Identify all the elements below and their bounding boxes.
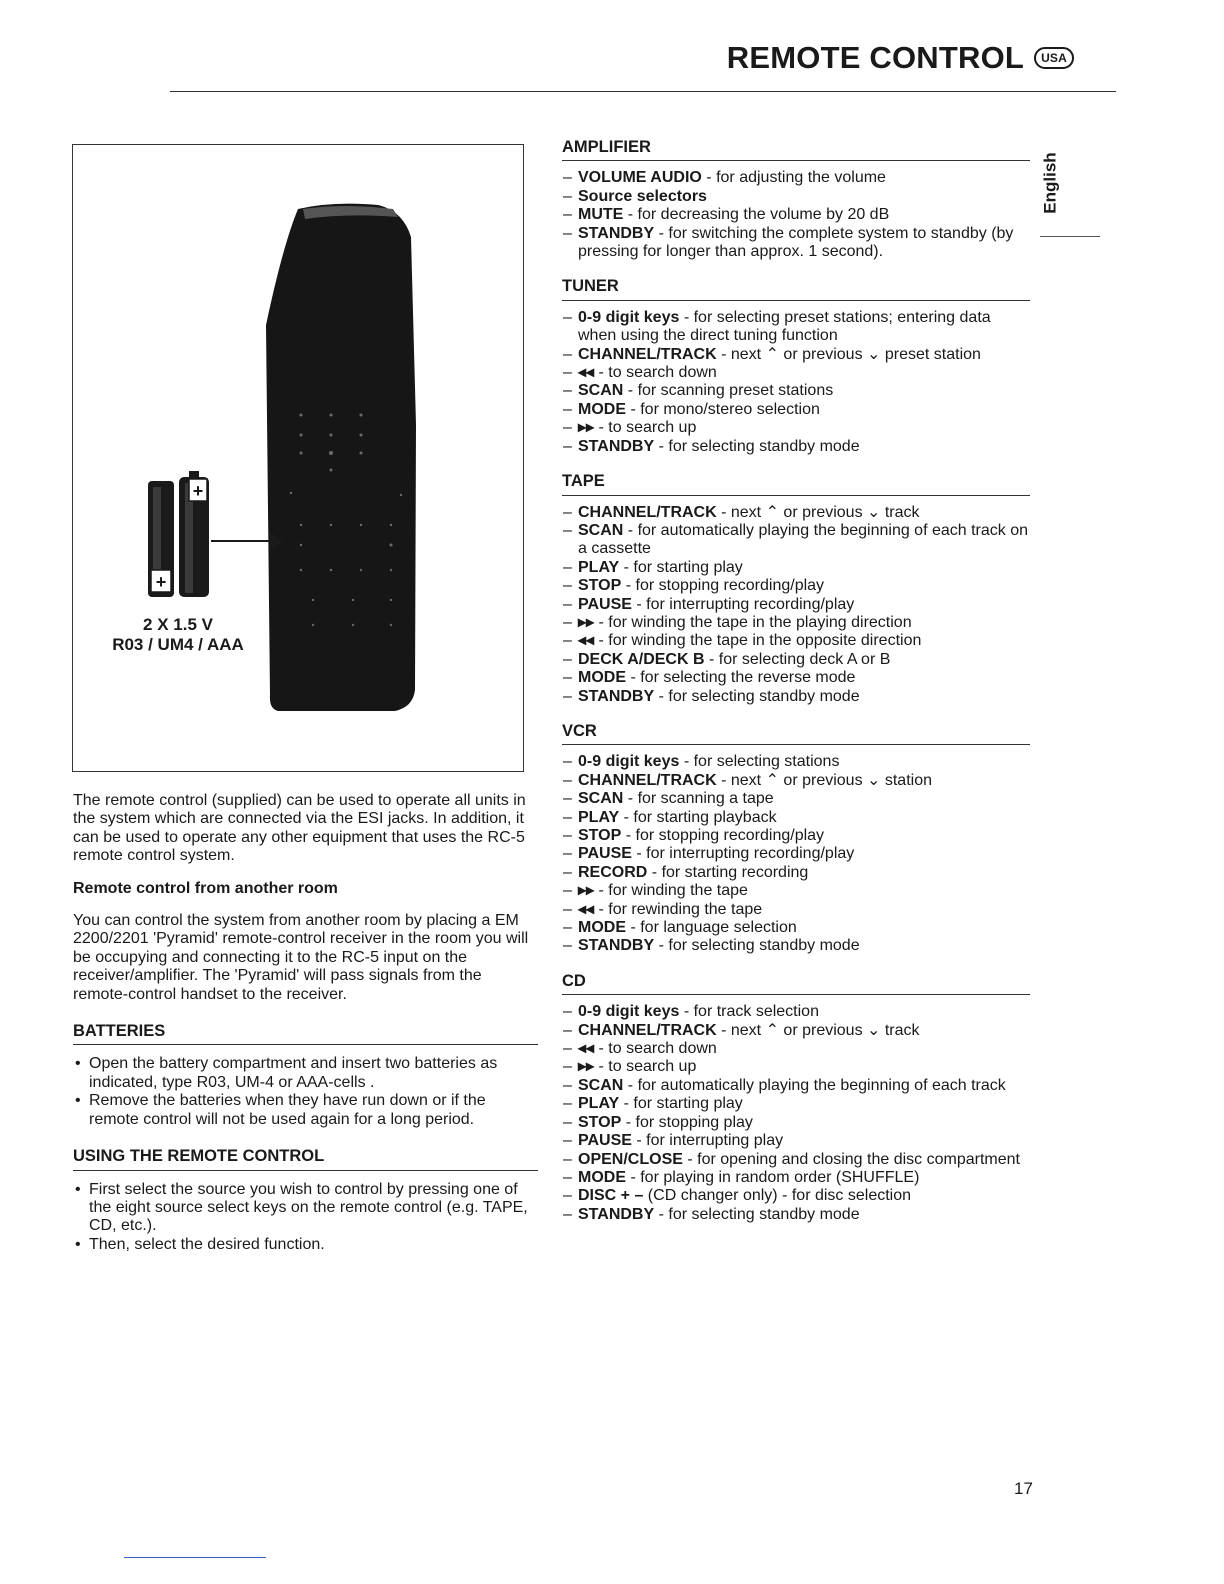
function-description: - for stopping recording/play xyxy=(621,577,825,595)
another-room-title: Remote control from another room xyxy=(73,879,338,897)
section-heading-cd: CD xyxy=(562,972,1030,995)
function-key: STANDBY xyxy=(578,224,655,242)
function-description: - for stopping recording/play xyxy=(621,827,825,844)
function-description: - next ⌃ or previous ⌄ preset station xyxy=(716,345,981,363)
right-column xyxy=(562,138,1030,1224)
function-description: - for automatically playing the beginning of each track xyxy=(623,1076,1006,1094)
list-item xyxy=(562,504,1030,522)
list-item xyxy=(562,522,1030,559)
list-item xyxy=(562,169,1030,187)
function-key: ◂◂ xyxy=(578,364,595,382)
function-key: ▸▸ xyxy=(578,419,595,437)
list-item xyxy=(562,827,1030,845)
list-item xyxy=(562,346,1030,364)
function-description: - for winding the tape in the opposite direction xyxy=(594,632,922,650)
function-description: - for adjusting the volume xyxy=(701,169,886,187)
function-key: ◂◂ xyxy=(578,632,595,650)
function-description: - for selecting standby mode xyxy=(654,437,860,455)
function-description: - for scanning a tape xyxy=(623,790,774,808)
list-item: • First select the source you wish to control by pressing one of the eight source select keys on the remote control (e.g. TAPE, CD, etc.). xyxy=(73,1181,538,1236)
list-item xyxy=(562,864,1030,882)
function-key: 0-9 digit keys xyxy=(578,753,680,771)
function-description: - to search down xyxy=(594,1040,717,1058)
function-description: - to search down xyxy=(594,364,717,382)
language-tab-label: English xyxy=(1041,152,1060,214)
section-heading-tape: TAPE xyxy=(562,472,1030,495)
batteries-list xyxy=(73,1055,538,1129)
list-item xyxy=(562,651,1030,669)
using-heading: USING THE REMOTE CONTROL xyxy=(73,1147,538,1170)
function-description: - for starting recording xyxy=(647,863,809,881)
function-description: - for selecting standby mode xyxy=(654,687,860,705)
function-description: - for starting play xyxy=(619,1095,743,1113)
function-key: CHANNEL/TRACK xyxy=(578,771,717,789)
function-key: Source selectors xyxy=(578,187,707,205)
function-description: - for scanning preset stations xyxy=(623,382,834,400)
function-description: - for interrupting recording/play xyxy=(631,595,855,613)
list-item xyxy=(562,1132,1030,1150)
function-key: MODE xyxy=(578,400,626,418)
function-description: - for switching the complete system to standby (by pressing for longer than approx. 1 second). xyxy=(578,224,1014,261)
function-description: - for selecting the reverse mode xyxy=(626,669,856,687)
svg-text:+: + xyxy=(155,572,167,592)
list-item xyxy=(562,688,1030,706)
remote-control-figure xyxy=(72,144,524,772)
function-key: PLAY xyxy=(578,558,620,576)
list-item xyxy=(562,309,1030,346)
list-item xyxy=(562,1058,1030,1076)
list-item xyxy=(562,1003,1030,1021)
function-key: STANDBY xyxy=(578,437,655,455)
list-item xyxy=(562,882,1030,900)
list-item xyxy=(562,753,1030,771)
function-key: MODE xyxy=(578,919,626,937)
function-description: - for selecting standby mode xyxy=(654,937,860,955)
page-number: 17 xyxy=(1014,1479,1033,1498)
list-item xyxy=(562,614,1030,632)
list-item xyxy=(562,364,1030,382)
function-key: DECK A/DECK B xyxy=(578,650,705,668)
list-item xyxy=(562,669,1030,687)
battery-left xyxy=(148,481,174,597)
list-item xyxy=(562,1151,1030,1169)
function-key: VOLUME AUDIO xyxy=(578,169,702,187)
function-description: - for winding the tape in the playing direction xyxy=(594,613,912,631)
battery-right xyxy=(179,471,209,597)
function-key: CHANNEL/TRACK xyxy=(578,1021,717,1039)
section-list-amplifier xyxy=(562,169,1030,261)
list-item xyxy=(562,401,1030,419)
function-description: - to search up xyxy=(594,1058,697,1076)
function-key: SCAN xyxy=(578,790,624,808)
function-description: - for starting playback xyxy=(619,808,777,826)
function-description: (CD changer only) - for disc selection xyxy=(643,1187,912,1205)
function-description: - for selecting preset stations; entering data when using the direct tuning function xyxy=(578,308,991,345)
remote-control-body xyxy=(266,204,416,711)
list-item xyxy=(562,1187,1030,1205)
list-item xyxy=(562,188,1030,206)
list-item xyxy=(562,1169,1030,1187)
function-key: PLAY xyxy=(578,808,620,826)
function-description: - next ⌃ or previous ⌄ track xyxy=(716,1021,920,1039)
function-description: - for language selection xyxy=(626,919,797,937)
battery-caption-line2: R03 / UM4 / AAA xyxy=(112,635,244,654)
list-item xyxy=(562,1206,1030,1224)
page-title-text: REMOTE CONTROL xyxy=(726,40,1025,75)
function-description: - for interrupting play xyxy=(631,1132,784,1150)
function-key: CHANNEL/TRACK xyxy=(578,503,717,521)
function-key: DISC + – xyxy=(578,1187,644,1205)
function-key: ▸▸ xyxy=(578,1058,595,1076)
list-item xyxy=(562,937,1030,955)
function-key: SCAN xyxy=(578,382,624,400)
batteries-heading: BATTERIES xyxy=(73,1022,538,1045)
list-item xyxy=(562,632,1030,650)
list-item xyxy=(562,919,1030,937)
function-key: STANDBY xyxy=(578,1205,655,1223)
function-key: MODE xyxy=(578,669,626,687)
function-description: - for interrupting recording/play xyxy=(631,845,855,863)
using-list xyxy=(73,1181,538,1255)
section-heading-amplifier: AMPLIFIER xyxy=(562,138,1030,161)
list-item xyxy=(562,382,1030,400)
section-list-cd xyxy=(562,1003,1030,1224)
function-description: - next ⌃ or previous ⌄ station xyxy=(716,771,932,789)
function-key: 0-9 digit keys xyxy=(578,308,680,326)
list-item xyxy=(562,206,1030,224)
list-item xyxy=(562,1040,1030,1058)
function-description: - for track selection xyxy=(679,1003,819,1021)
function-key: PAUSE xyxy=(578,1132,632,1150)
function-description: - for automatically playing the beginning of each track on a cassette xyxy=(578,521,1029,558)
function-description: - for selecting deck A or B xyxy=(704,650,891,668)
function-key: PAUSE xyxy=(578,595,632,613)
list-item xyxy=(562,772,1030,790)
list-item xyxy=(562,559,1030,577)
svg-text:+: + xyxy=(192,481,204,501)
list-item xyxy=(562,1095,1030,1113)
function-key: STANDBY xyxy=(578,937,655,955)
function-description: - to search up xyxy=(594,419,697,437)
function-key: ▸▸ xyxy=(578,613,595,631)
function-description: - for winding the tape xyxy=(594,882,748,900)
function-key: MUTE xyxy=(578,206,624,224)
function-key: ◂◂ xyxy=(578,1040,595,1058)
list-item xyxy=(562,845,1030,863)
function-description: - for decreasing the volume by 20 dB xyxy=(623,206,890,224)
list-item xyxy=(562,225,1030,262)
function-description: - for opening and closing the disc compartment xyxy=(682,1150,1020,1168)
function-description: - for starting play xyxy=(619,558,743,576)
function-key: STANDBY xyxy=(578,687,655,705)
list-item xyxy=(562,901,1030,919)
left-column xyxy=(73,792,538,1254)
function-key: STOP xyxy=(578,1113,622,1131)
section-list-tuner xyxy=(562,309,1030,456)
list-item xyxy=(562,438,1030,456)
list-item: • Then, select the desired function. xyxy=(73,1236,538,1254)
function-key: ▸▸ xyxy=(578,882,595,900)
remote-control-illustration xyxy=(73,145,523,771)
function-key: CHANNEL/TRACK xyxy=(578,345,717,363)
function-description: - for mono/stereo selection xyxy=(626,400,820,418)
function-description: - for selecting stations xyxy=(679,753,840,771)
footer-rule xyxy=(124,1557,266,1558)
list-item xyxy=(562,1077,1030,1095)
function-key: PLAY xyxy=(578,1095,620,1113)
function-key: SCAN xyxy=(578,521,624,539)
function-key: STOP xyxy=(578,577,622,595)
list-item: • Open the battery compartment and insert two batteries as indicated, type R03, UM-4 or AAA-cells . xyxy=(73,1055,538,1092)
usa-badge: USA xyxy=(1034,47,1074,69)
section-list-tape xyxy=(562,504,1030,706)
insert-arrow xyxy=(211,531,283,551)
function-description: - next ⌃ or previous ⌄ track xyxy=(716,503,920,521)
section-list-vcr xyxy=(562,753,1030,955)
list-item xyxy=(562,577,1030,595)
list-item xyxy=(562,1022,1030,1040)
battery-caption xyxy=(103,615,253,655)
page-title xyxy=(727,40,1074,76)
function-description: - for rewinding the tape xyxy=(594,900,763,918)
list-item: • Remove the batteries when they have run down or if the remote control will not be used again for a long period. xyxy=(73,1092,538,1129)
function-key: 0-9 digit keys xyxy=(578,1003,680,1021)
function-key: SCAN xyxy=(578,1076,624,1094)
function-description: - for playing in random order (SHUFFLE) xyxy=(626,1168,920,1186)
function-key: ◂◂ xyxy=(578,900,595,918)
language-tab-rule xyxy=(1040,236,1100,237)
intro-paragraph: The remote control (supplied) can be used to operate all units in the system which are connected via the ESI jacks. In addition, it can be used to operate any other equipment that uses the RC-5 remote control system. xyxy=(73,792,526,865)
function-description: - for stopping play xyxy=(621,1113,753,1131)
title-rule xyxy=(170,91,1116,92)
list-item xyxy=(562,809,1030,827)
function-key: PAUSE xyxy=(578,845,632,863)
list-item xyxy=(562,1114,1030,1132)
function-key: RECORD xyxy=(578,863,648,881)
section-heading-vcr: VCR xyxy=(562,722,1030,745)
function-description: - for selecting standby mode xyxy=(654,1205,860,1223)
function-key: MODE xyxy=(578,1168,626,1186)
battery-caption-line1: 2 X 1.5 V xyxy=(143,615,213,634)
section-heading-tuner: TUNER xyxy=(562,277,1030,300)
function-key: OPEN/CLOSE xyxy=(578,1150,683,1168)
language-tab xyxy=(1036,148,1066,218)
function-key: STOP xyxy=(578,827,622,844)
list-item xyxy=(562,790,1030,808)
another-room-paragraph: You can control the system from another room by placing a EM 2200/2201 'Pyramid' remote-control receiver in the room you will be occupying and connecting it to the RC-5 input on the receiver/amplifier. The 'Pyramid' will pass signals from the remote-control handset to the receiver. xyxy=(73,912,529,1003)
list-item xyxy=(562,419,1030,437)
list-item xyxy=(562,596,1030,614)
